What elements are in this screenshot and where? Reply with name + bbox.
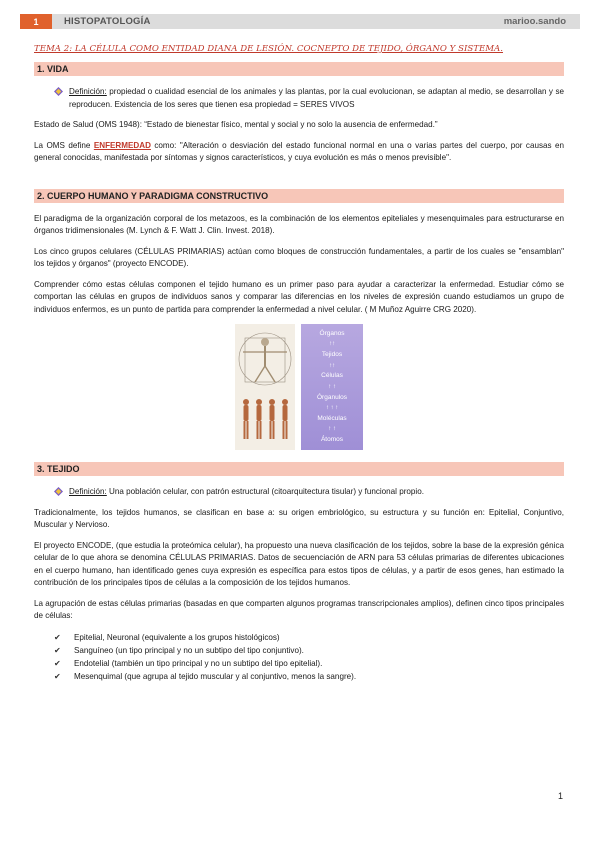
checkmark-icon: ✔ — [54, 658, 61, 668]
up-arrows-icon: ↑↑ — [329, 341, 335, 348]
definition-label: Definición: — [69, 87, 107, 96]
section-heading-tejido: 3. TEJIDO — [34, 462, 564, 476]
level-organulos: Órganulos — [317, 393, 347, 401]
up-arrows-icon: ↑ ↑ ↑ — [325, 405, 339, 412]
level-atomos: Átomos — [320, 436, 344, 444]
definition-vida — [34, 86, 564, 111]
primary-cells-paragraph: Los cinco grupos celulares (CÉLULAS PRIMARIAS) actúan como bloques de construcción fundamentales, a partir de los cuales se "ensamblan" los tejidos y órganos" (proyecto ENCODE). — [34, 246, 564, 268]
document-body — [34, 44, 564, 683]
checkmark-icon: ✔ — [54, 671, 61, 681]
definition-text: propiedad o cualidad esencial de los animales y las plantas, por la cual evolucionan, se adaptan al medio, se desarrollan y se reproducen. Existencia de los seres que tienen esa propiedad = SERES VIVOS — [69, 87, 564, 109]
list-item: ✔ Mesenquimal (que agrupa al tejido muscular y al conjuntivo, menos la sangre). — [54, 671, 357, 681]
understanding-paragraph: Comprender cómo estas células componen el tejido humano es un primer paso para ayudar a caracterizar la enfermedad. Estudiar cómo se comportan las células en grupos de individuos sanos y comparar las diferencias en los niveles de expresión cuando estudiamos un grupo de individuos enfermos, es un punto de partida para comprender la enfermedad a nivel celular. ( M Muñoz Aguirre CRG 2020). — [34, 279, 564, 314]
vitruvian-figure-icon — [235, 324, 295, 450]
level-moleculas: Moléculas — [317, 414, 347, 422]
level-organos: Órganos — [319, 329, 345, 337]
section-heading-cuerpo: 2. CUERPO HUMANO Y PARADIGMA CONSTRUCTIVO — [34, 189, 564, 203]
up-arrows-icon: ↑ ↑ — [328, 426, 336, 433]
definition-text: Una población celular, con patrón estructural (citoarquitectura tisular) y funcional propio. — [106, 487, 424, 496]
level-celulas: Células — [321, 372, 343, 380]
up-arrows-icon: ↑ ↑ — [328, 383, 336, 390]
grouping-paragraph: La agrupación de estas células primarias (basadas en que comparten algunos programas transcripcionales amplios), definen cinco tipos principales de células: — [34, 598, 564, 620]
up-arrows-icon: ↑↑ — [329, 362, 335, 369]
checkmark-icon: ✔ — [54, 632, 61, 642]
disease-term: ENFERMEDAD — [93, 140, 151, 150]
author-name: marioo.sando — [503, 16, 566, 27]
list-item: ✔ Endotelial (también un tipo principal y no un subtipo del tipo epitelial). — [54, 658, 323, 668]
page-badge: 1 — [20, 14, 52, 29]
cell-types-list — [34, 631, 564, 683]
document-title: TEMA 2: LA CÉLULA COMO ENTIDAD DIANA DE LESIÓN. COCNEPTO DE TEJIDO, ÓRGANO Y SISTEMA. — [34, 44, 503, 54]
definition-label: Definición: — [69, 487, 107, 496]
subject-title: HISTOPATOLOGÍA — [64, 16, 151, 27]
list-item: ✔ Sanguíneo (un tipo principal y no un subtipo del tipo conjuntivo). — [54, 645, 304, 655]
encode-paragraph: El proyecto ENCODE, (que estudia la proteómica celular), ha propuesto una nueva clasificación de los tejidos, sobre la base de la expresión génica celular de lo que ahora se denomina CÉLULAS PRIMARIAS. Datos de secuenciación de ARN para 53 células primarias de diferentes ubicaciones en el cuerpo humano, han identificado genes cuya expresión es específica para estos tipos de células, y a partir de esos genes, han estimado la contribución de los principales tipos de células a la composición de los tejidos humanos. — [34, 540, 564, 587]
health-paragraph: Estado de Salud (OMS 1948): “Estado de bienestar físico, mental y social y no solo la ausencia de enfermedad.” — [34, 120, 438, 129]
definition-tejido — [34, 486, 564, 499]
diamond-bullet-icon — [54, 487, 63, 496]
paradigm-paragraph: El paradigma de la organización corporal de los metazoos, es la combinación de los elementos epiteliales y mesenquimales para estructurarse en órganos tridimensionales (M. Lynch & F. Watt J. Clin. Invest. 2018). — [34, 213, 564, 235]
page-number: 1 — [558, 791, 564, 801]
organization-figure — [34, 324, 564, 450]
level-tejidos: Tejidos — [321, 351, 343, 359]
checkmark-icon: ✔ — [54, 645, 61, 655]
diamond-bullet-icon — [54, 87, 63, 96]
disease-paragraph: La OMS define ENFERMEDAD como: "Alteración o desviación del estado funcional normal en una o varias partes del cuerpo, por causas en general conocidas, manifestada por síntomas y signos característicos, y cuya evolución es más o menos previsible". — [34, 140, 564, 162]
list-item: ✔ Epitelial, Neuronal (equivalente a los grupos histológicos) — [54, 632, 280, 642]
organization-levels — [301, 324, 363, 450]
section-heading-vida: 1. VIDA — [34, 62, 564, 76]
page-header — [20, 14, 580, 29]
human-body-illustration — [235, 324, 295, 450]
classification-paragraph: Tradicionalmente, los tejidos humanos, se clasifican en base a: su origen embriológico, su estructura y su función en: Epitelial, Conjuntivo, Muscular y Nervioso. — [34, 507, 564, 529]
